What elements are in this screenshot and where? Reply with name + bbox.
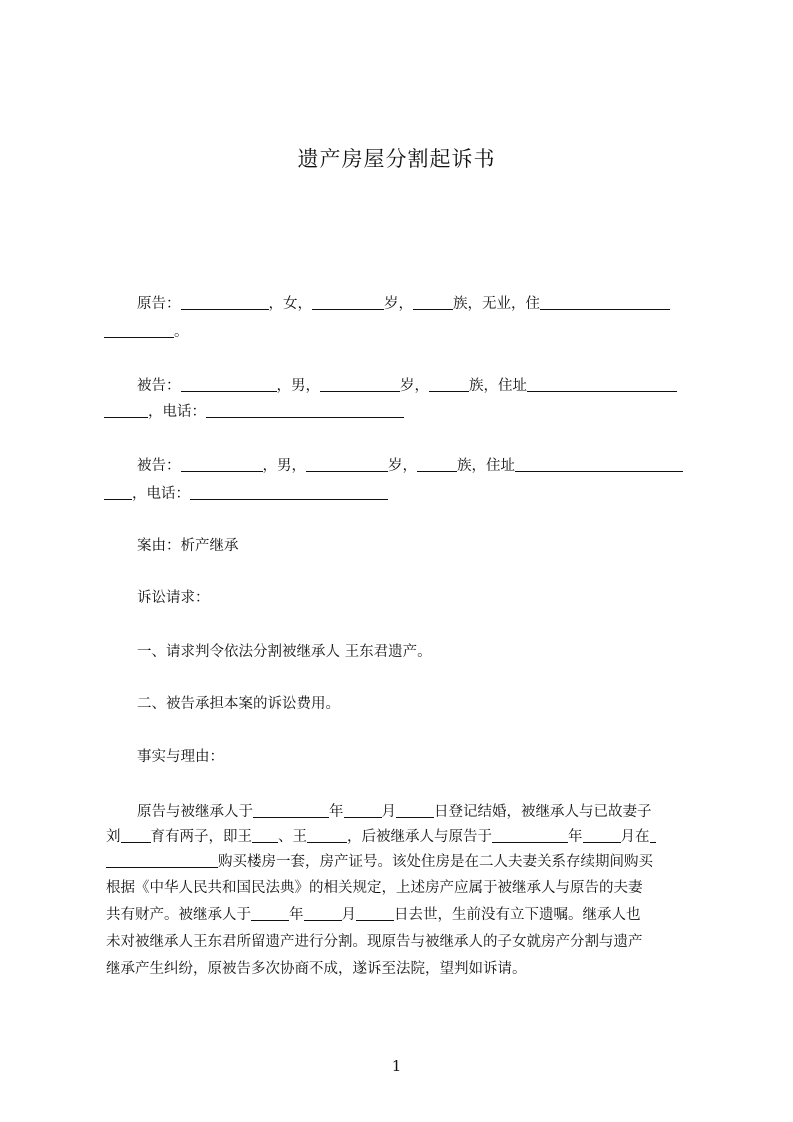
facts-text: 月 (341, 907, 356, 923)
defendant1-ethnicity-suffix: 族，住址 (469, 378, 527, 394)
case-cause: 案由：析产继承 (137, 538, 239, 554)
facts-line-5 (106, 903, 641, 924)
defendant1-label: 被告： (137, 378, 181, 394)
facts-line-3 (106, 850, 653, 871)
purchase-place-blank (650, 827, 656, 843)
facts-text: 年 (568, 829, 583, 845)
defendant2-address-blank (515, 456, 683, 472)
defendant2-age-suffix: 岁， (388, 458, 417, 474)
claims-heading: 诉讼请求： (137, 590, 210, 606)
facts-line-7: 继承产生纠纷，原被告多次协商不成，遂诉至法院，望判如诉请。 (106, 961, 527, 977)
defendant1-address-blank (527, 376, 677, 392)
facts-text: 日去世，生前没有立下遗嘱。继承人也 (394, 907, 641, 923)
defendant2-phone-blank (190, 484, 388, 500)
facts-text: 月在 (620, 829, 650, 845)
plaintiff-address-blank (540, 294, 670, 310)
facts-text: 原告与被继承人于 (137, 804, 253, 820)
facts-text: 年 (329, 804, 344, 820)
facts-line-6: 未对被继承人王东君所留遗产进行分割。现原告与被继承人的子女就房产分割与遗产 (106, 934, 643, 950)
purchase-month-blank (583, 827, 621, 843)
facts-text: 日登记结婚，被继承人与已故妻子 (434, 804, 652, 820)
facts-line-4: 根据《中华人民共和国民法典》的相关规定，上述房产应属于被继承人与原告的夫妻 (106, 880, 643, 896)
plaintiff-ethnicity-suffix: 族，无业，住 (453, 296, 540, 312)
son2-name-blank (307, 827, 347, 843)
defendant1-phone-label: ，电话： (148, 404, 206, 420)
plaintiff-age-suffix: 岁， (384, 296, 413, 312)
marriage-day-blank (396, 802, 434, 818)
defendant2-gender: ，男， (262, 458, 306, 474)
facts-text: 刘 (106, 829, 121, 845)
plaintiff-age-blank (312, 294, 384, 310)
facts-text: 购买楼房一套，房产证号。该处住房是在二人夫妻关系存续期间购买 (218, 854, 653, 870)
facts-text: 月 (381, 804, 396, 820)
plaintiff-name-blank (181, 294, 269, 310)
plaintiff-line-1 (137, 292, 670, 313)
death-day-blank (356, 905, 394, 921)
defendant1-line-2 (104, 400, 404, 421)
plaintiff-address-blank-2 (104, 322, 174, 338)
son1-name-blank (252, 827, 278, 843)
facts-line-2 (106, 825, 656, 846)
document-title: 遗产房屋分割起诉书 (297, 147, 496, 171)
defendant1-line-1 (137, 374, 677, 395)
purchase-place-blank-2 (106, 852, 218, 868)
defendant2-ethnicity-suffix: 族，住址 (457, 458, 515, 474)
marriage-year-blank (253, 802, 329, 818)
defendant2-age-blank (306, 456, 388, 472)
defendant1-gender: ，男， (276, 378, 320, 394)
facts-text: 年 (289, 907, 304, 923)
defendant1-age-blank (320, 376, 400, 392)
facts-text: ，后被继承人与原告于 (347, 829, 492, 845)
plaintiff-gender: ，女， (268, 296, 312, 312)
plaintiff-line-2 (104, 320, 189, 341)
purchase-year-blank (492, 827, 568, 843)
defendant1-phone-blank (206, 402, 404, 418)
facts-text: 共有财产。被继承人于 (106, 907, 251, 923)
claim-2: 二、被告承担本案的诉讼费用。 (137, 696, 340, 712)
plaintiff-label: 原告： (137, 296, 181, 312)
defendant2-line-2 (104, 482, 388, 503)
defendant1-age-suffix: 岁， (400, 378, 429, 394)
facts-line-1 (137, 800, 652, 821)
defendant1-address-blank-2 (104, 402, 148, 418)
facts-text: 育有两子，即王 (150, 829, 252, 845)
marriage-month-blank (344, 802, 382, 818)
defendant2-label: 被告： (137, 458, 181, 474)
death-month-blank (304, 905, 342, 921)
plaintiff-ethnicity-blank (413, 294, 453, 310)
defendant2-phone-label: ，电话： (132, 486, 190, 502)
defendant2-address-blank-2 (104, 484, 132, 500)
page-number: 1 (391, 1057, 402, 1075)
facts-heading: 事实与理由： (137, 749, 224, 765)
defendant1-name-blank (181, 376, 277, 392)
claim-1: 一、请求判令依法分割被继承人 王东君遗产。 (137, 644, 432, 660)
defendant2-line-1 (137, 454, 683, 475)
plaintiff-end: 。 (174, 324, 189, 340)
defendant1-ethnicity-blank (429, 376, 469, 392)
defendant2-name-blank (181, 456, 263, 472)
defendant2-ethnicity-blank (417, 456, 457, 472)
late-wife-name-blank (121, 827, 151, 843)
death-year-blank (251, 905, 289, 921)
facts-text: 、王 (278, 829, 307, 845)
